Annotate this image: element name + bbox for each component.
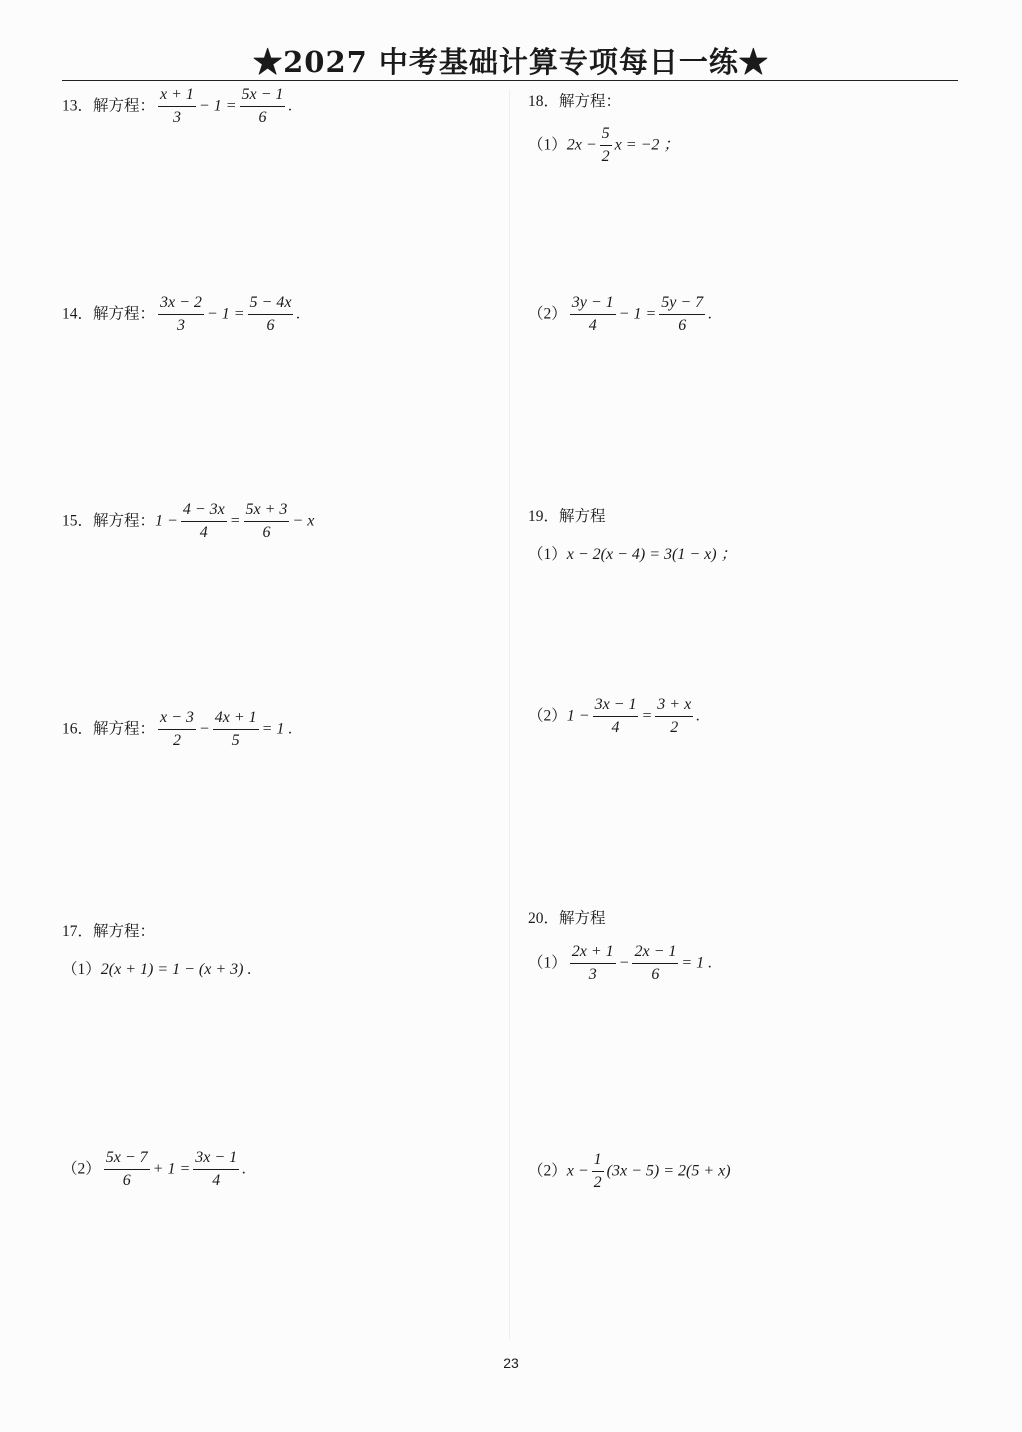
- question-17-part-1: （1）2(x + 1) = 1 − (x + 3) .: [62, 961, 252, 978]
- question-label: 15．解方程：: [62, 512, 156, 530]
- fraction: $\frac{x + 1}{3}$: [160, 86, 194, 126]
- question-18: [528, 90, 621, 113]
- question-label: 14．解方程：: [62, 305, 156, 323]
- fraction: $\frac{3x - 1}{4}$: [195, 1149, 238, 1189]
- question-label: 18．解方程：: [528, 93, 622, 110]
- question-label: 19．解方程: [528, 508, 606, 525]
- question-16: 16．解方程： $\frac{x - 3}{2}$ − $\frac{4x + 1}{5}$ = 1 .: [62, 709, 293, 749]
- question-19-part-2: （2）1 − $\frac{3x - 1}{4}$ = $\frac{3 + x}{2}$ .: [528, 696, 701, 736]
- fraction: $\frac{5x - 7}{6}$: [105, 1149, 148, 1189]
- fraction: $\frac{3 + x}{2}$: [657, 696, 692, 736]
- question-20-part-1: （1） $\frac{2x + 1}{3}$ − $\frac{2x - 1}{6}$ = 1 .: [528, 943, 713, 983]
- fraction: $\frac{1}{2}$: [593, 1151, 602, 1191]
- page-number: 23: [503, 1355, 519, 1371]
- fraction: $\frac{5}{2}$: [601, 125, 610, 165]
- fraction: $\frac{5y - 7}{6}$: [661, 294, 704, 334]
- fraction: $\frac{3x - 2}{3}$: [160, 294, 202, 334]
- fraction: $\frac{3x - 1}{4}$: [594, 696, 637, 736]
- question-13: 13．解方程： $\frac{x + 1}{3}$ − 1 = $\frac{5x - 1}{6}$ .: [62, 86, 293, 126]
- question-19: [528, 505, 606, 528]
- fraction: $\frac{x - 3}{2}$: [160, 709, 194, 749]
- question-19-part-1: （1）x − 2(x − 4) = 3(1 − x) ；: [528, 546, 737, 563]
- fraction: $\frac{2x + 1}{3}$: [571, 943, 614, 983]
- question-20: [528, 907, 606, 930]
- question-label: 13．解方程：: [62, 97, 156, 115]
- question-18-part-2: （2） $\frac{3y - 1}{4}$ − 1 = $\frac{5y - 7}{6}$ .: [528, 294, 713, 334]
- question-14: 14．解方程： $\frac{3x - 2}{3}$ − 1 = $\frac{5 - 4x}{6}$ .: [62, 294, 301, 334]
- fraction: $\frac{2x - 1}{6}$: [634, 943, 677, 983]
- question-label: 16．解方程：: [62, 720, 156, 738]
- page-title: ★2027 中考基础计算专项每日一练★: [253, 45, 769, 79]
- fraction: $\frac{5x + 3}{6}$: [245, 501, 288, 541]
- fraction: $\frac{4 - 3x}{4}$: [182, 501, 225, 541]
- fraction: $\frac{3y - 1}{4}$: [571, 294, 614, 334]
- question-18-part-1: （1）2x − $\frac{5}{2}$ x = −2 ；: [528, 125, 680, 165]
- question-17: [62, 920, 155, 943]
- fraction: $\frac{5 - 4x}{6}$: [249, 294, 292, 334]
- question-label: 20．解方程: [528, 910, 606, 927]
- question-label: 17．解方程：: [62, 923, 156, 940]
- title-underline: [62, 80, 958, 81]
- question-17-part-2: （2） $\frac{5x - 7}{6}$ + 1 = $\frac{3x - 1}{4}$ .: [62, 1149, 247, 1189]
- fraction: $\frac{5x - 1}{6}$: [241, 86, 284, 126]
- column-divider: [509, 90, 510, 1340]
- question-20-part-2: （2）x − $\frac{1}{2}$ (3x − 5) = 2(5 + x): [528, 1151, 731, 1191]
- fraction: $\frac{4x + 1}{5}$: [214, 709, 257, 749]
- question-15: 15．解方程：1 − $\frac{4 - 3x}{4}$ = $\frac{5x + 3}{6}$ − x: [62, 501, 315, 541]
